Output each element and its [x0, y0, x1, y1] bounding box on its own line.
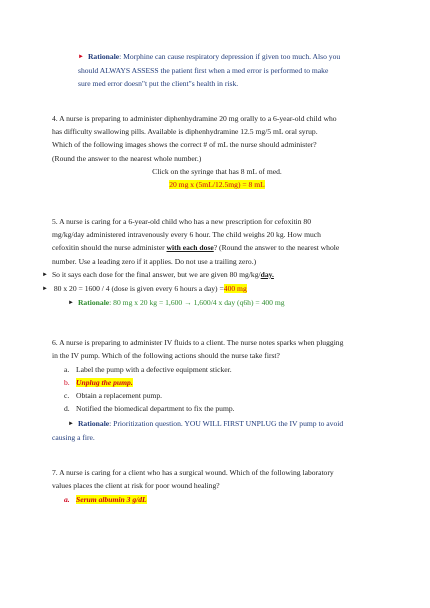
option-text: Notified the biomedical department to fix the pump. — [76, 404, 235, 413]
option-b-correct — [64, 376, 133, 389]
emphasis-text: with each dose — [166, 243, 214, 253]
rationale-q6 — [52, 417, 392, 444]
question-text: 5. A nurse is caring for a 6-year-old child who has a new prescription for cefoxitin 80 — [52, 217, 312, 226]
bullet-arrow-icon: ► — [42, 286, 48, 293]
question-text: number. Use a leading zero if it applies. Do not use a trailing zero.) — [52, 256, 257, 266]
question-text: (Round the answer to the nearest whole number.) — [52, 153, 202, 163]
option-d — [64, 402, 235, 415]
option-c — [64, 389, 162, 402]
text: So it says each dose for the final answer, but we are given 80 mg/kg/ — [51, 270, 261, 279]
rationale-text: sure med error doesn"t put the client"s health in risk. — [78, 79, 239, 89]
answer-highlight: Unplug the pump. — [76, 378, 133, 387]
q5-notes — [42, 268, 402, 311]
text: cefoxitin should the nurse administer — [52, 243, 167, 253]
bullet-arrow-icon: ► — [78, 54, 84, 60]
question-text — [52, 241, 382, 254]
option-a — [64, 363, 232, 376]
bullet-arrow-icon: ► — [42, 272, 48, 278]
option-a-correct — [64, 493, 147, 506]
question-6 — [52, 336, 382, 362]
question-text: mg/kg/day administered intravenously every 6 hour. The child weighs 20 kg. How much — [52, 230, 321, 240]
question-text: 6. A nurse is preparing to administer IV fluids to a client. The nurse notes sparks when plugging — [52, 338, 344, 347]
question-text: 7. A nurse is caring for a client who has a surgical wound. Which of the following laboratory — [52, 468, 334, 477]
rationale-text: causing a fire. — [52, 433, 95, 443]
question-text: values places the client at risk for poor wound healing? — [52, 481, 220, 491]
option-text: Obtain a replacement pump. — [76, 391, 163, 400]
answer-line — [52, 178, 382, 191]
note-line — [42, 282, 402, 296]
rationale-morphine — [52, 50, 408, 91]
question-7 — [52, 466, 382, 492]
text: 80 x 20 = 1600 / 4 (dose is given every 6 hours a day) = — [51, 284, 224, 294]
question-text: Which of the following images shows the correct # of mL the nurse should administer? — [52, 140, 317, 150]
text: ? (Round the answer to the nearest whole — [213, 243, 340, 253]
option-text: Label the pump with a defective equipment sticker. — [76, 365, 232, 374]
question-5 — [52, 215, 382, 268]
bullet-arrow-icon: ► — [68, 300, 74, 307]
option-marker: a. — [64, 365, 70, 374]
option-marker: a. — [64, 495, 70, 504]
rationale-text: : Prioritization question. YOU WILL FIRST UNPLUG the IV pump to avoid — [109, 419, 344, 428]
rationale-line — [52, 417, 392, 431]
rationale-text: : 80 mg x 20 kg = 1,600 → 1,600/4 x day (q6h) = 400 mg — [109, 298, 285, 308]
rationale-text: : Morphine can cause respiratory depression if given too much. Also you — [119, 52, 341, 61]
rationale-label: Rationale — [87, 52, 120, 61]
syringe-instruction: Click on the syringe that has 8 mL of med. — [152, 166, 282, 176]
question-4 — [52, 112, 382, 191]
question-text: has difficulty swallowing pills. Available is diphenhydramine 12.5 mg/5 mL oral syrup. — [52, 127, 318, 137]
rationale-label: Rationale — [77, 298, 110, 308]
question-text: 4. A nurse is preparing to administer diphenhydramine 20 mg orally to a 6-year-old child who — [52, 114, 337, 123]
answer-highlight: Serum albumin 3 g/dL — [76, 495, 147, 504]
rationale-line — [42, 296, 402, 310]
emphasis-text: day. — [260, 270, 274, 279]
option-marker: c. — [64, 391, 70, 400]
note-line — [42, 268, 402, 282]
option-marker: d. — [64, 404, 70, 413]
rationale-line — [78, 50, 408, 64]
rationale-label: Rationale — [77, 419, 110, 428]
bullet-arrow-icon: ► — [68, 421, 74, 427]
answer-highlight: 20 mg x (5mL/12.5mg) = 8 mL — [169, 180, 265, 190]
option-marker: b. — [64, 378, 70, 387]
answer-highlight: 400 mg — [223, 284, 247, 294]
rationale-text: should ALWAYS ASSESS the patient first when a med error is performed to make — [78, 66, 329, 76]
question-text: in the IV pump. Which of the following actions should the nurse take first? — [52, 351, 280, 361]
